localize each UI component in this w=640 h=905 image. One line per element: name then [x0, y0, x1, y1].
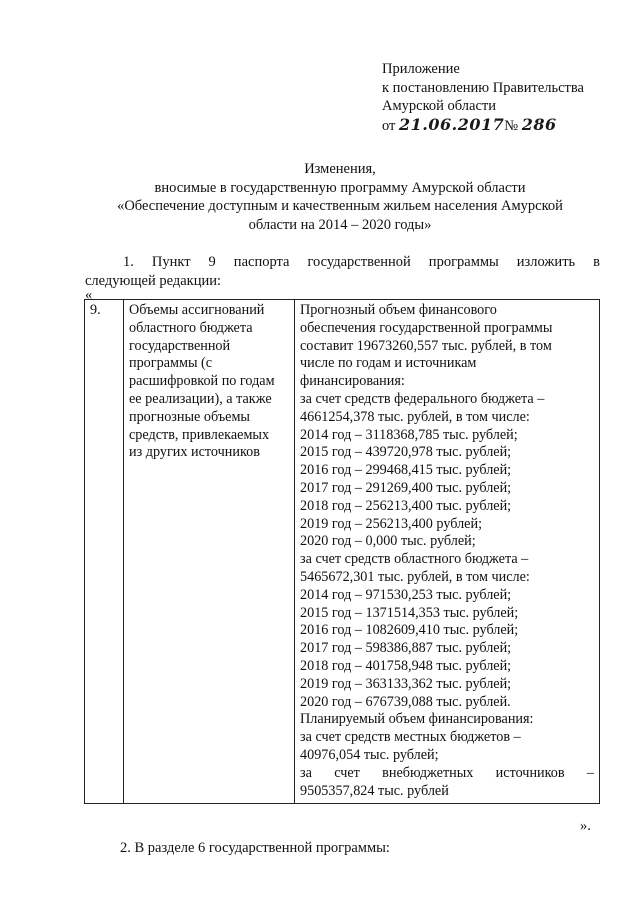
- appendix-title: Приложение: [382, 61, 460, 77]
- handwritten-date: 21.06.2017: [399, 114, 505, 134]
- passport-table: [84, 299, 600, 804]
- opening-quote: «: [85, 287, 93, 303]
- name-line: программы (с: [129, 355, 213, 372]
- text-line: 2016 год – 299468,415 тыс. рублей;: [300, 462, 512, 479]
- text-line: 2014 год – 3118368,785 тыс. рублей;: [300, 426, 518, 443]
- paragraph-1: [85, 253, 600, 290]
- title-line-4: области на 2014 – 2020 годы»: [248, 216, 432, 233]
- name-line: государственной: [129, 337, 231, 354]
- text-line: финансирования:: [300, 373, 405, 390]
- text-line: за счет средств местных бюджетов –: [300, 729, 521, 746]
- table-row: [85, 300, 600, 804]
- text-line: 5465672,301 тыс. рублей, в том числе:: [300, 568, 530, 585]
- paragraph-1-line-2: следующей редакции:: [85, 272, 222, 289]
- text-line: 2019 год – 363133,362 тыс. рублей;: [300, 675, 512, 692]
- row-number-cell: 9.: [85, 300, 124, 804]
- text-line: составит 19673260,557 тыс. рублей, в том: [300, 337, 552, 354]
- name-line: областного бюджета: [129, 319, 253, 336]
- text-line: за счет средств областного бюджета –: [300, 551, 529, 568]
- title-line-2: вносимые в государственную программу Амурской области: [154, 179, 526, 196]
- title-line-3: «Обеспечение доступным и качественным жильем населения Амурской: [117, 198, 563, 214]
- text-line: 2016 год – 1082609,410 тыс. рублей;: [300, 622, 519, 639]
- appendix-region-line: Амурской области: [382, 98, 496, 114]
- text-line: 2014 год – 971530,253 тыс. рублей;: [300, 586, 512, 603]
- text-line: числе по годам и источникам: [300, 355, 477, 372]
- title-line-1: Изменения,: [304, 161, 376, 177]
- text-line: обеспечения государственной программы: [300, 319, 553, 336]
- appendix-header: [382, 60, 584, 135]
- text-line: 2015 год – 1371514,353 тыс. рублей;: [300, 604, 519, 621]
- text-line: за счет средств федерального бюджета –: [300, 390, 545, 407]
- text-line: 2015 год – 439720,978 тыс. рублей;: [300, 444, 512, 461]
- name-line: ее реализации), а также: [129, 390, 272, 407]
- text-line: 2019 год – 256213,400 рублей;: [300, 515, 483, 532]
- text-line: 2017 год – 598386,887 тыс. рублей;: [300, 640, 512, 657]
- text-line: 4661254,378 тыс. рублей, в том числе:: [300, 408, 530, 425]
- appendix-resolution-line: к постановлению Правительства: [382, 79, 584, 96]
- appendix-from-label: от: [382, 117, 396, 134]
- paragraph-1-line-1: 1. Пункт 9 паспорта государственной программы изложить в: [123, 254, 600, 270]
- text-line: 2018 год – 401758,948 тыс. рублей;: [300, 657, 512, 674]
- text-line: 2020 год – 0,000 тыс. рублей;: [300, 533, 476, 550]
- text-line: за счет внебюджетных источников –: [300, 764, 594, 781]
- text-line: Прогнозный объем финансового: [300, 302, 497, 318]
- text-line: 9505357,824 тыс. рублей: [300, 782, 449, 799]
- appendix-date-number-line: [382, 116, 584, 136]
- name-line: из других источников: [129, 444, 260, 461]
- name-line: расшифровкой по годам: [129, 373, 275, 390]
- document-title: [90, 160, 590, 234]
- text-line: 40976,054 тыс. рублей;: [300, 746, 439, 763]
- name-line: Объемы ассигнований: [129, 302, 265, 318]
- text-line: 2018 год – 256213,400 тыс. рублей;: [300, 497, 512, 514]
- number-sign: №: [504, 117, 519, 134]
- closing-quote: ».: [580, 818, 591, 834]
- name-line: прогнозные объемы: [129, 408, 250, 425]
- text-line: Планируемый объем финансирования:: [300, 711, 534, 728]
- row-text-cell: [295, 300, 600, 804]
- handwritten-number: 286: [521, 114, 557, 134]
- text-line: 2017 год – 291269,400 тыс. рублей;: [300, 479, 512, 496]
- paragraph-2: 2. В разделе 6 государственной программы:: [120, 840, 390, 856]
- name-line: средств, привлекаемых: [129, 426, 270, 443]
- text-line: 2020 год – 676739,088 тыс. рублей.: [300, 693, 511, 710]
- row-name-cell: [124, 300, 295, 804]
